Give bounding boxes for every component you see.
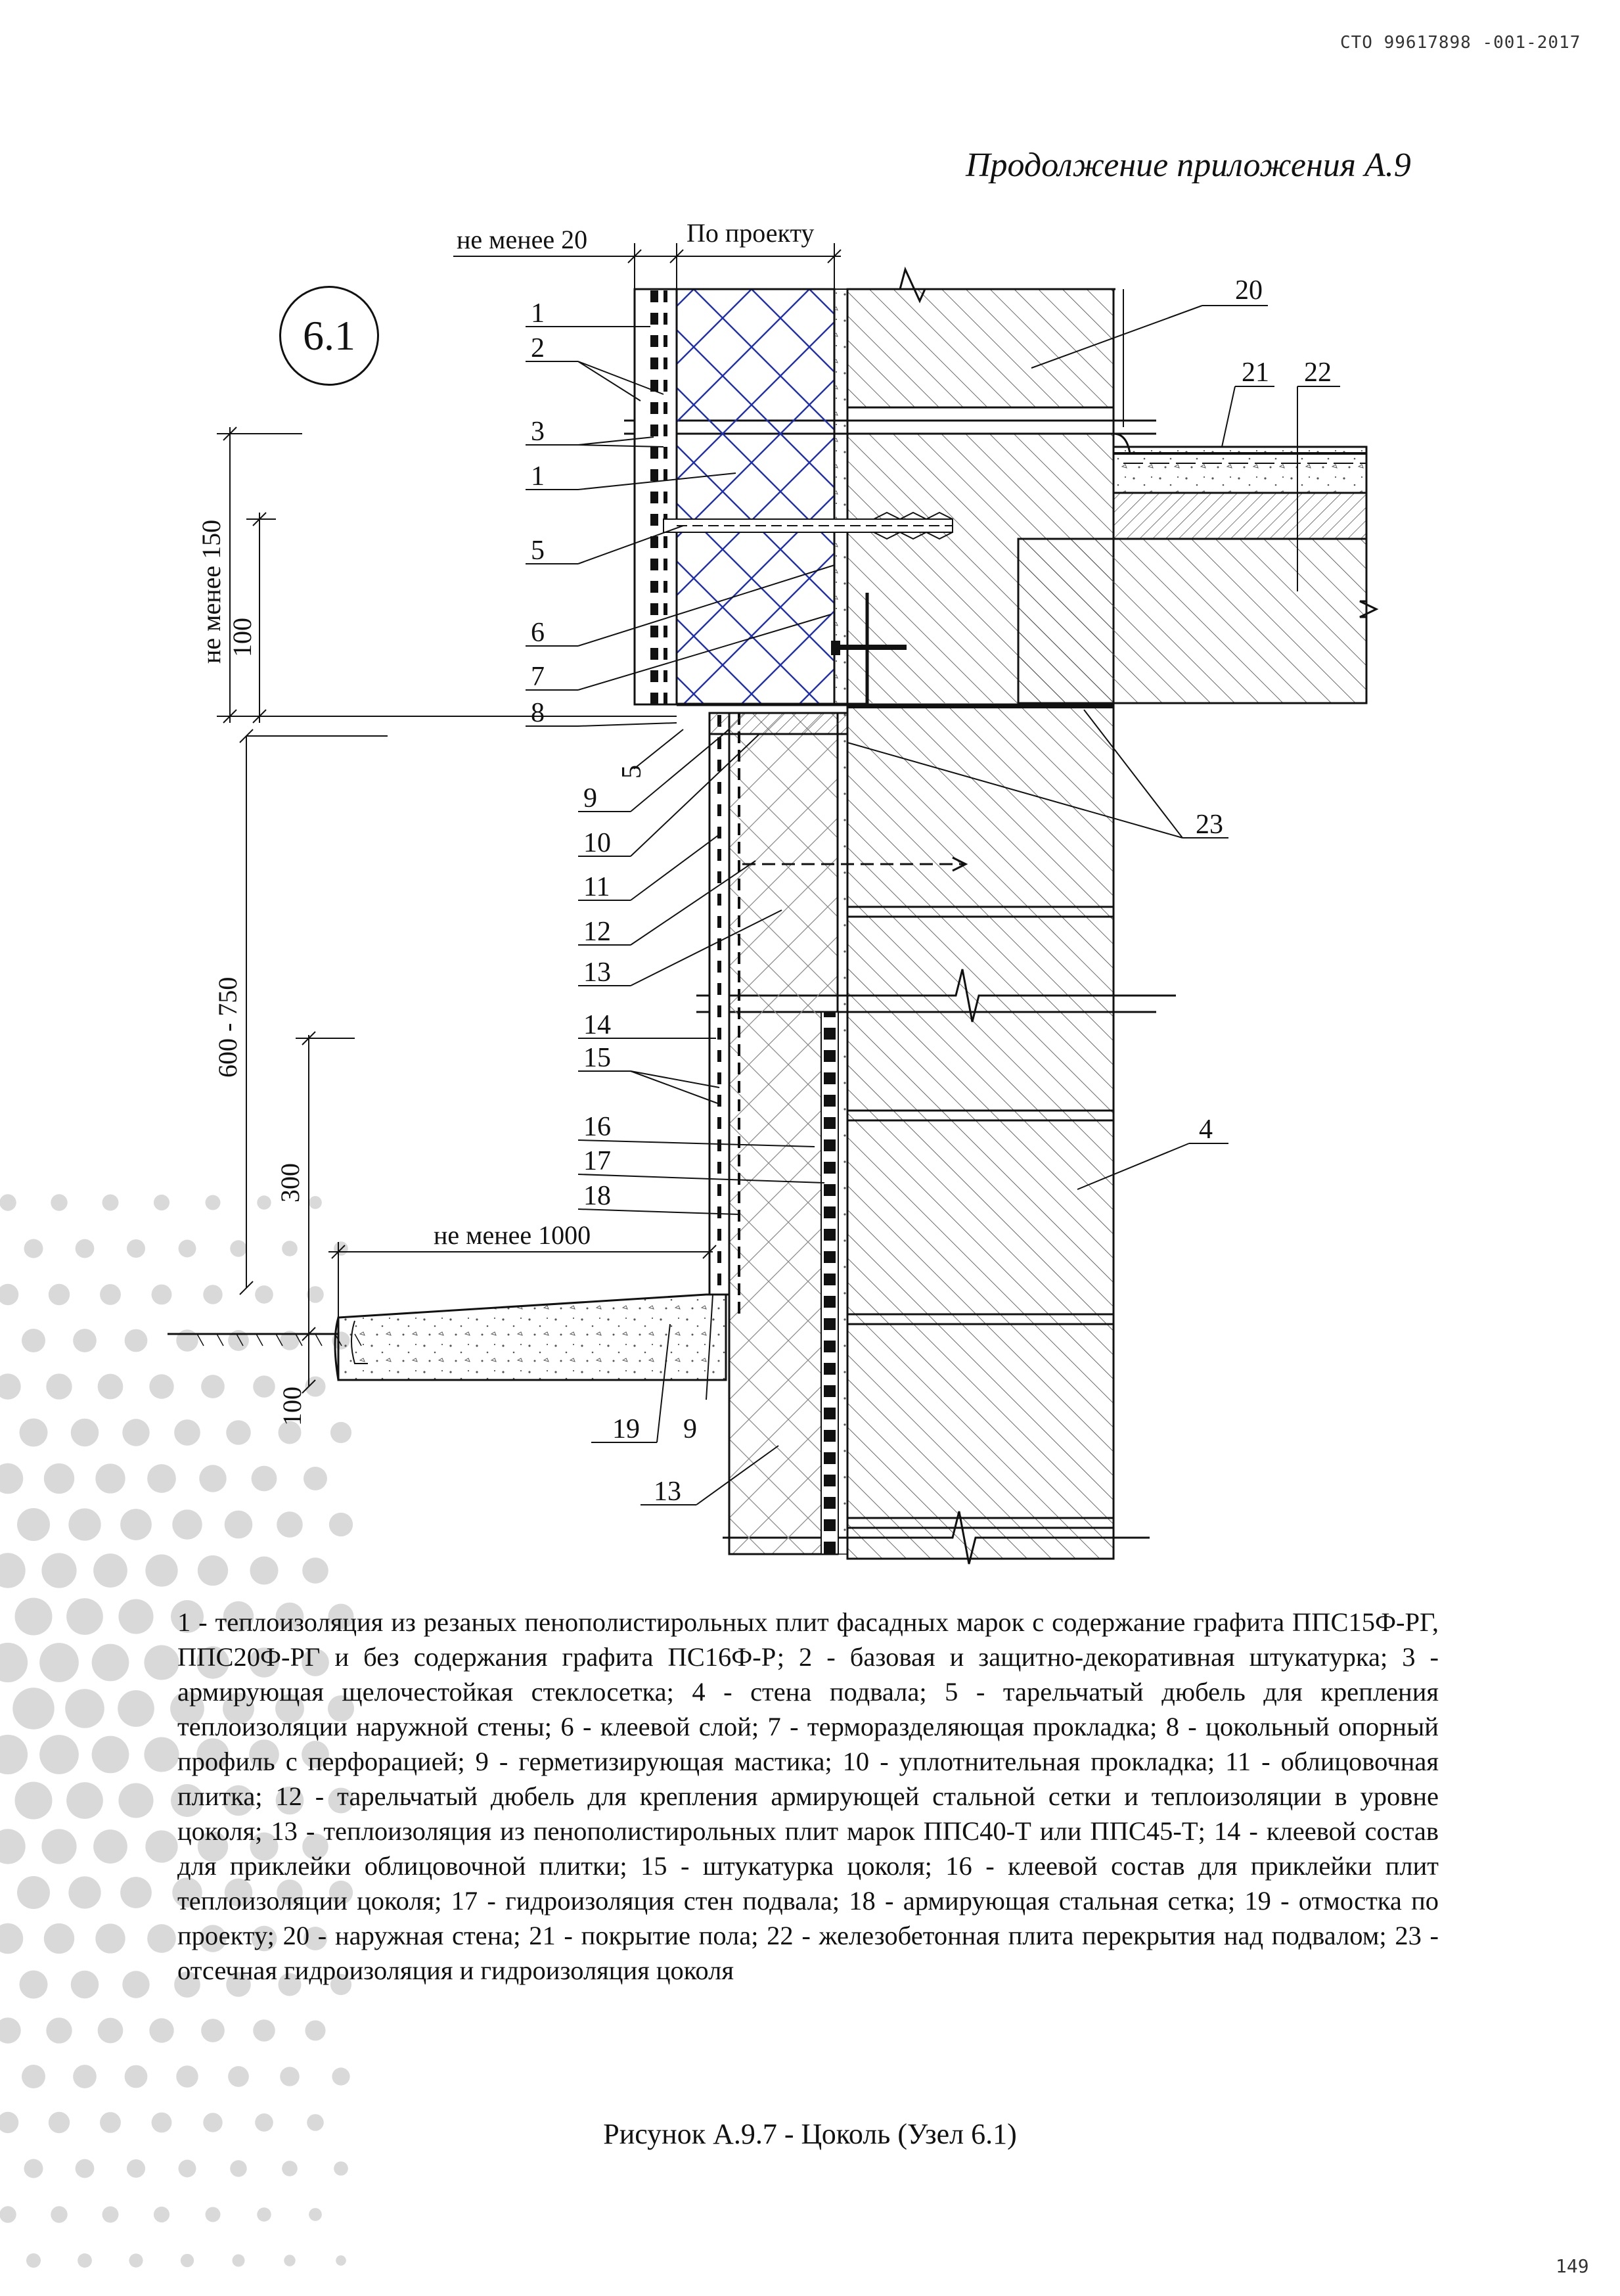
document-code: СТО 99617898 -001-2017 [1340, 33, 1581, 53]
decorative-dot [253, 2019, 275, 2042]
blind-area-19 [168, 1295, 726, 1380]
callout-22: 22 [1304, 357, 1332, 388]
callout-8: 8 [531, 698, 545, 728]
callout-1b: 1 [531, 461, 545, 492]
callout-5a: 5 [531, 536, 545, 566]
callout-16: 16 [583, 1112, 611, 1142]
decorative-dot [68, 1876, 101, 1908]
decorative-dot [46, 2017, 72, 2043]
callout-15: 15 [583, 1043, 611, 1073]
callout-9a: 9 [583, 783, 597, 814]
dim-100-top: 100 [227, 618, 257, 657]
dim-by-project: По проекту [686, 218, 815, 248]
decorative-dot [78, 2253, 92, 2268]
decorative-dot [118, 1690, 154, 1727]
decorative-dot [147, 1924, 176, 1953]
decorative-dot [73, 2065, 97, 2088]
dim-min-150: не менее 150 [196, 519, 226, 664]
decorative-dot [51, 2206, 67, 2222]
decorative-dot [76, 2159, 95, 2178]
decorative-dot [0, 2206, 16, 2222]
decorative-dot [309, 2208, 322, 2221]
decorative-dot [39, 1643, 79, 1682]
callout-18: 18 [583, 1181, 611, 1211]
decorative-dot [65, 1689, 104, 1728]
decorative-dot [93, 1829, 127, 1864]
callout-2: 2 [531, 333, 545, 363]
decorative-dot [179, 2160, 196, 2178]
decorative-dot [95, 1923, 125, 1953]
decorative-dot [145, 1830, 177, 1862]
dim-300: 300 [275, 1163, 305, 1203]
decorative-dot [129, 2253, 143, 2267]
basement-wall-4 [847, 704, 1114, 1559]
callout-5b: 5 [617, 765, 647, 779]
decorative-dot [332, 2067, 349, 2085]
callout-4: 4 [1199, 1114, 1213, 1145]
decorative-dot [44, 1923, 74, 1954]
decorative-dot [144, 1645, 179, 1680]
callout-20: 20 [1235, 275, 1263, 306]
sealant-9 [709, 713, 847, 734]
decorative-dot [228, 2066, 249, 2087]
decorative-dot [176, 2065, 198, 2087]
decorative-dot [206, 2207, 221, 2222]
callout-7: 7 [531, 662, 545, 692]
decorative-dot [0, 1643, 28, 1682]
decorative-dot [20, 1971, 48, 1999]
decorative-dot [0, 1923, 23, 1954]
floor-slab-22 [1018, 539, 1376, 703]
callout-10: 10 [583, 828, 611, 858]
decorative-dot [336, 2255, 346, 2266]
upper-insulation-1 [677, 289, 847, 704]
decorative-dot [118, 1599, 153, 1634]
decorative-dot [15, 1598, 53, 1636]
decorative-dot [15, 1782, 53, 1820]
decorative-dot [284, 2255, 295, 2266]
decorative-dot [0, 1735, 28, 1774]
decorative-dot [282, 2161, 298, 2176]
decorative-dot [24, 2159, 43, 2178]
decorative-dot [66, 1598, 103, 1635]
dim-600-750: 600 - 750 [213, 976, 242, 1078]
decorative-dot [66, 1782, 103, 1819]
decorative-dot [118, 1783, 153, 1818]
callout-13a: 13 [583, 957, 611, 988]
callout-9b: 9 [683, 1414, 697, 1444]
callout-23: 23 [1196, 810, 1223, 840]
decorative-dot [41, 1829, 76, 1864]
decorative-dot [12, 1688, 54, 1729]
decorative-dot [98, 2018, 124, 2044]
callout-14: 14 [583, 1010, 611, 1040]
callout-6: 6 [531, 618, 545, 648]
plinth-facing-11 [709, 713, 729, 1295]
decorative-dot [92, 1644, 129, 1682]
page-number: 149 [1556, 2255, 1589, 2277]
decorative-dot [127, 2159, 145, 2178]
waterproofing-17 [821, 1012, 838, 1554]
decorative-dot [92, 1736, 129, 1774]
decorative-dot [71, 1971, 99, 1999]
callout-21: 21 [1242, 357, 1269, 388]
node-label: 6.1 [303, 312, 355, 359]
decorative-dot [144, 1737, 179, 1772]
floor-covering-21 [1114, 434, 1366, 539]
decorative-dot [17, 1876, 50, 1909]
callout-11: 11 [583, 872, 610, 902]
section-title: Продолжение приложения А.9 [966, 147, 1411, 184]
decorative-dot [201, 2019, 225, 2042]
decorative-dot [26, 2253, 41, 2268]
legend-text: 1 - теплоизоляция из резаных пенополистирольных плит фасадных марок с содержание графита ППС15Ф-РГ, ППС20Ф-РГ и без содержания графита ПС16Ф-Р; 2 - базовая и защитно-декоративная штукатурка; 3 - армирующая щелочестойкая стеклосетка; 4 - стена подвала; 5 - тарельчатый дюбель для крепления теплоизоляции наружной стены; 6 - клеевой слой; 7 - терморазделяющая прокладка; 8 - цокольный опорный профиль с перфорацией; 9 - герметизирующая мастика; 10 - уплотнительная прокладка; 11 - облицовочная плитка; 12 - тарельчатый дюбель для крепления армирующей стальной сетки и теплоизоляции в уровне цоколя; 13 - теплоизоляция из пенополистирольных плит марок ППС40-Т или ППС45-Т; 14 - клеевой состав для приклейки облицовочной плитки; 15 - штукатурка цоколя; 16 - клеевой состав для приклейки плит теплоизоляции цоколя; 17 - гидроизоляция стен подвала; 18 - армирующая стальная сетка; 19 - отмостка по проекту; 20 - наружная стена; 21 - покрытие пола; 22 - железобетонная плита перекрытия над подвалом; 23 - отсечная гидроизоляция и гидроизоляция цоколя [177, 1607, 1439, 1985]
dim-min-20: не менее 20 [457, 225, 588, 254]
callout-19: 19 [612, 1414, 640, 1444]
dim-min-1000: не менее 1000 [434, 1220, 591, 1250]
callout-12: 12 [583, 917, 611, 947]
decorative-dot [232, 2254, 244, 2266]
decorative-dot [334, 2161, 348, 2176]
decorative-dot [305, 2020, 325, 2040]
decorative-dot [154, 2207, 169, 2222]
figure-caption: Рисунок А.9.7 - Цоколь (Узел 6.1) [603, 2118, 1017, 2150]
plaster-layer-2 [635, 289, 677, 704]
decorative-dot [120, 1877, 152, 1908]
decorative-dot [181, 2254, 194, 2267]
callout-17: 17 [583, 1146, 611, 1176]
callout-1a: 1 [531, 298, 545, 329]
decorative-dot [39, 1735, 79, 1774]
callout-3: 3 [531, 417, 545, 447]
decorative-dot [0, 1829, 26, 1864]
decorative-dot [257, 2207, 271, 2221]
decorative-dot [22, 2065, 45, 2088]
callout-13b: 13 [654, 1477, 681, 1507]
decorative-dot [149, 2018, 173, 2042]
dim-100-bottom: 100 [277, 1387, 307, 1426]
decorative-dot [0, 2017, 21, 2043]
decorative-dot [102, 2207, 119, 2223]
decorative-dot [280, 2067, 300, 2086]
decorative-dot [125, 2065, 148, 2088]
decorative-dot [230, 2160, 246, 2176]
decorative-dot [122, 1971, 149, 1998]
